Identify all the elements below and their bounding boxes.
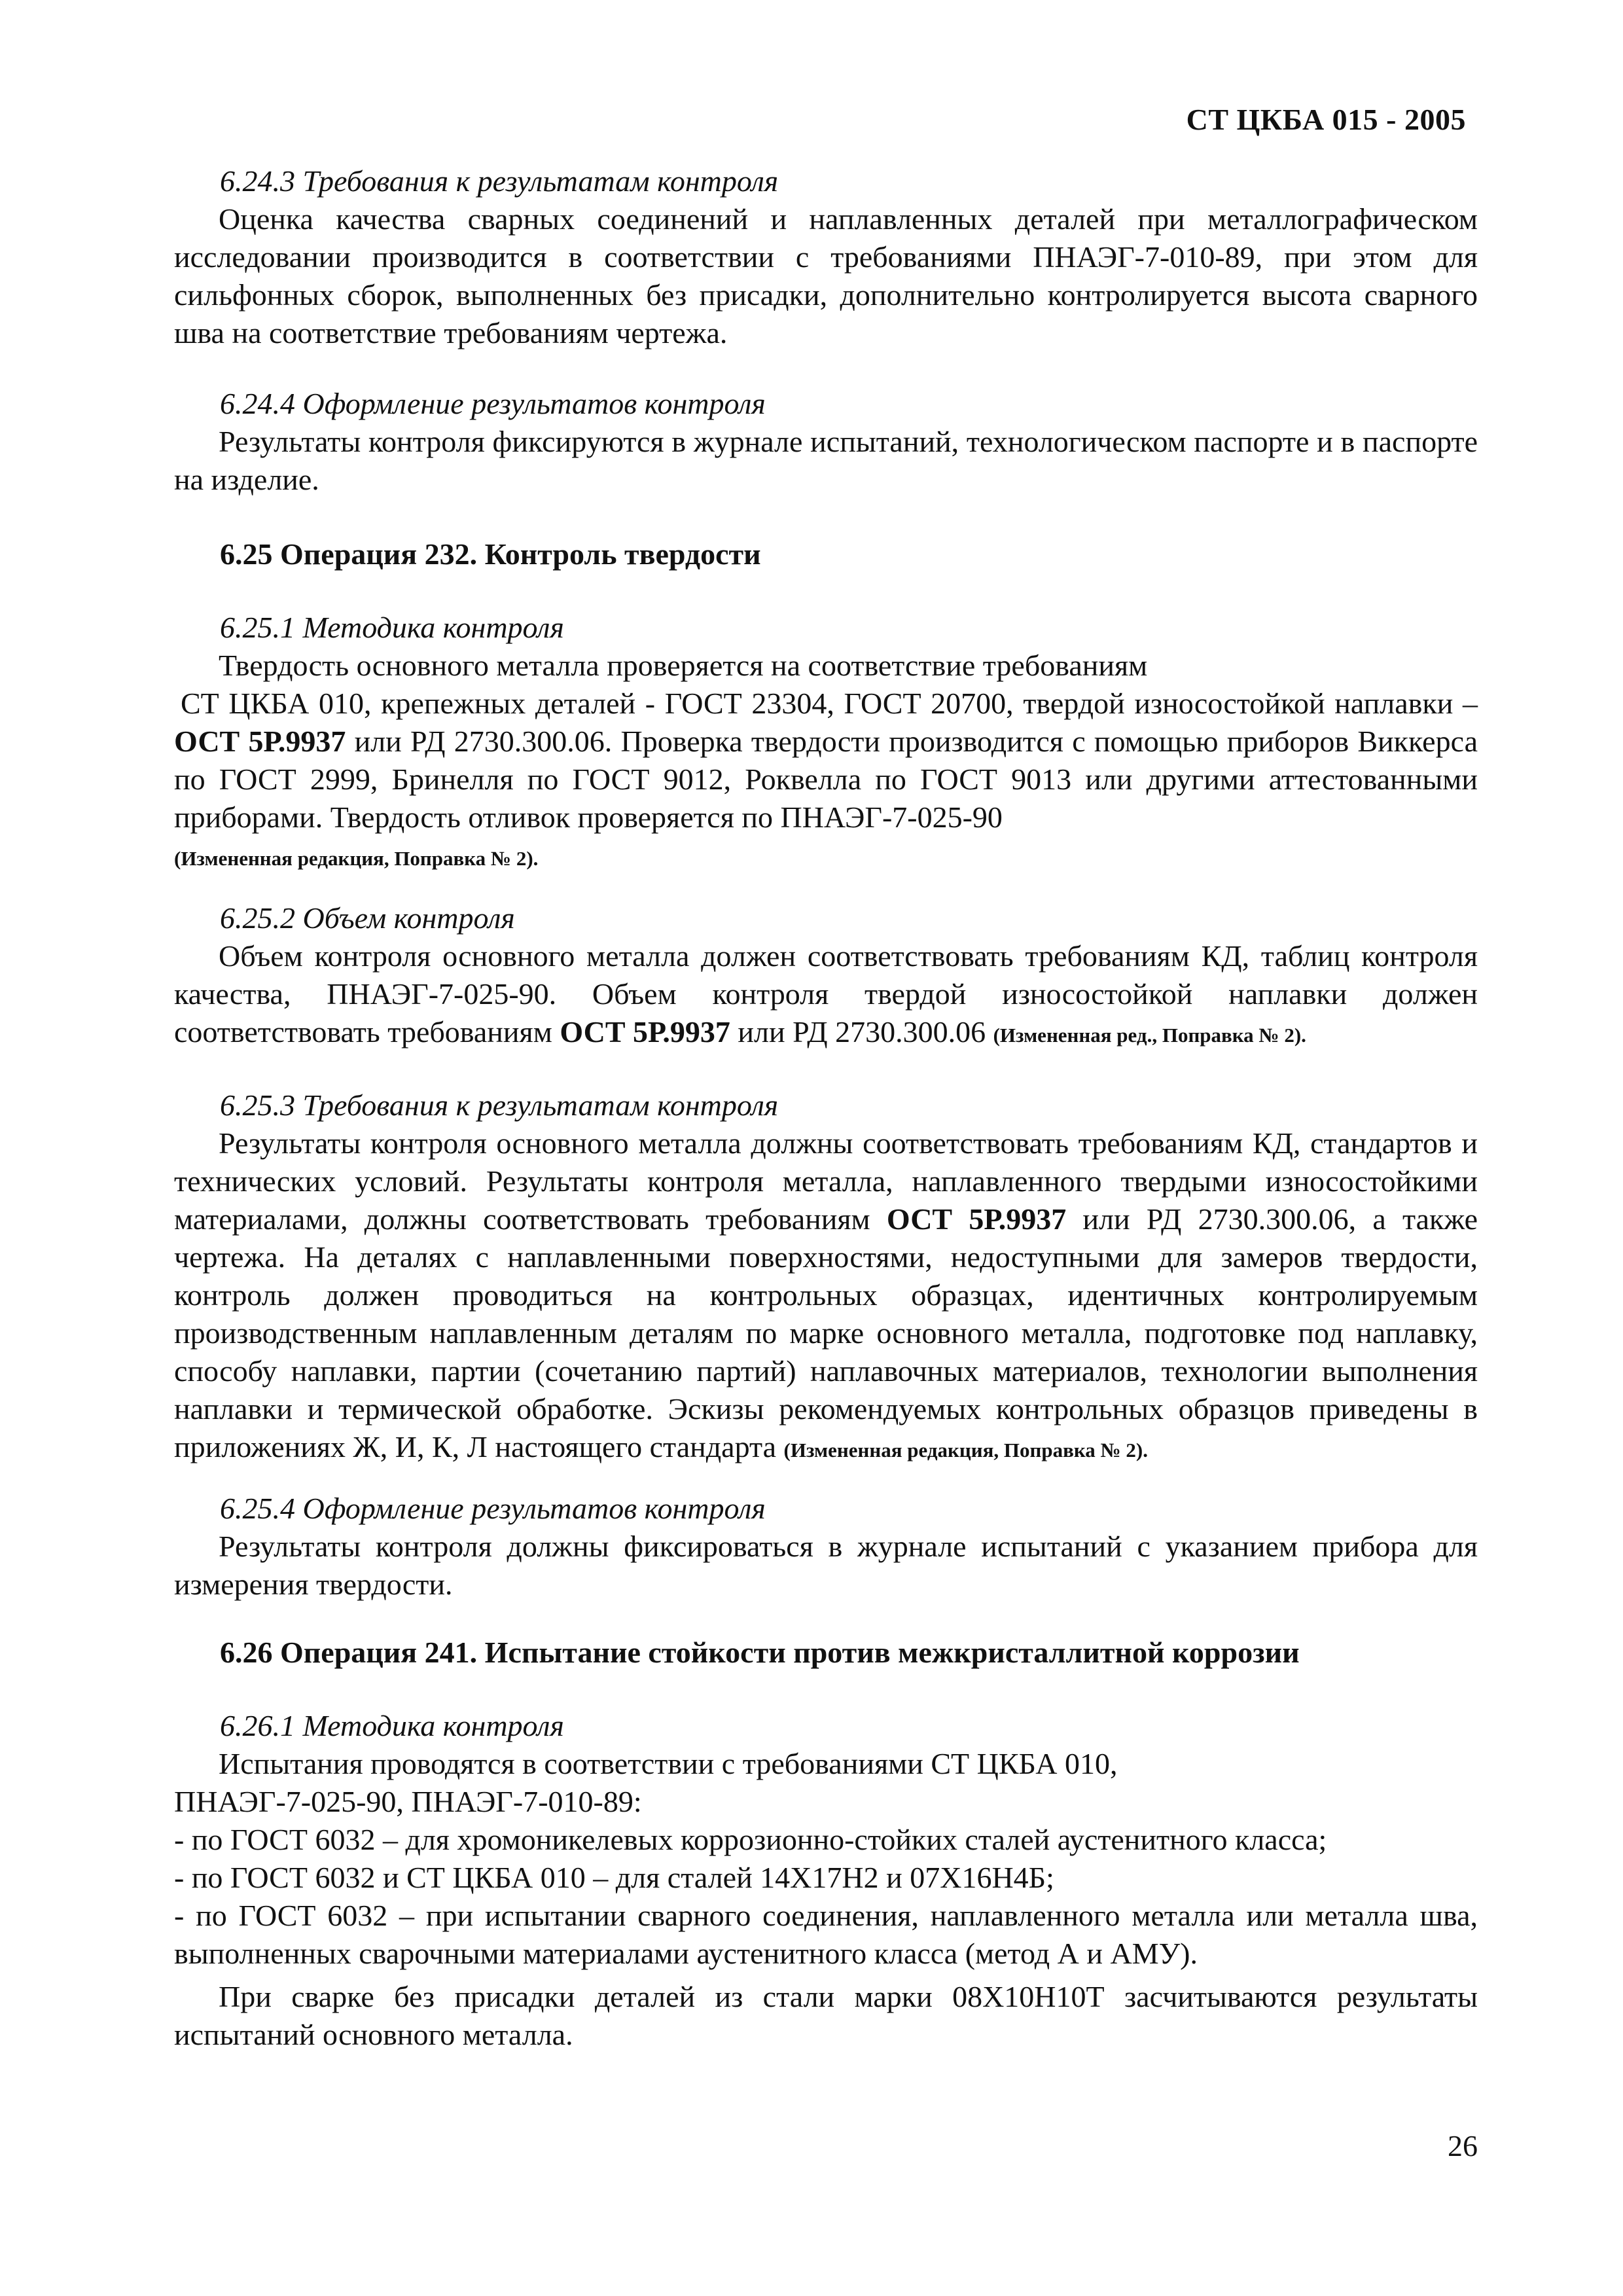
document-code-header: СТ ЦКБА 015 - 2005	[1186, 103, 1466, 136]
section-6-26	[174, 1634, 1478, 1672]
text: СТ ЦКБА 010, крепежных деталей - ГОСТ 23304, ГОСТ 20700, твердой износостойкой наплавки –	[181, 687, 1478, 720]
amendment-note: (Измененная редакция, Поправка № 2).	[783, 1439, 1148, 1462]
standard-reference: ОСТ 5Р.9937	[886, 1202, 1067, 1236]
paragraph-line: ПНАЭГ-7-025-90, ПНАЭГ-7-010-89:	[174, 1785, 642, 1818]
standard-reference: ОСТ 5Р.9937	[560, 1015, 730, 1049]
amendment-note: (Измененная ред., Поправка № 2).	[993, 1024, 1306, 1047]
subsection-title: 6.24.4 Оформление результатов контроля	[220, 387, 766, 420]
paragraph	[174, 1124, 1478, 1469]
subsection-title: 6.25.1 Методика контроля	[220, 611, 564, 644]
section-6-25-3	[174, 1086, 1478, 1469]
standard-reference: ОСТ 5Р.9937	[174, 725, 346, 758]
paragraph-line: Твердость основного металла проверяется на соответствие требованиям	[219, 649, 1148, 682]
section-6-24-4	[174, 385, 1478, 499]
subsection-title: 6.25.2 Объем контроля	[220, 901, 515, 935]
list-item: - по ГОСТ 6032 и СТ ЦКБА 010 – для сталей 14Х17Н2 и 07Х16Н4Б;	[174, 1861, 1054, 1894]
section-6-25-4	[174, 1490, 1478, 1604]
section-heading: 6.25 Операция 232. Контроль твердости	[220, 537, 761, 571]
paragraph: Результаты контроля фиксируются в журнале испытаний, технологическом паспорте и в паспорте на изделие.	[174, 425, 1478, 496]
text: Объем контроля основного металла должен соответствовать требованиям КД, таблиц контроля качества, ПНАЭГ-7-025-90. Объем контроля твердой износостойкой наплавки должен соответствовать требованиям	[174, 939, 1478, 1049]
paragraph: Оценка качества сварных соединений и наплавленных деталей при металлографическом исследовании производится в соответствии с требованиями ПНАЭГ-7-010-89, при этом для сильфонных сборок, выполненных без присадки, дополнительно контролируется высота сварного шва на соответствие требованиям чертежа.	[174, 202, 1478, 350]
amendment-note: (Измененная редакция, Поправка № 2).	[174, 847, 539, 870]
section-6-24-3	[174, 162, 1478, 352]
section-6-26-1	[174, 1707, 1478, 2054]
text: или РД 2730.300.06. Проверка твердости производится с помощью приборов Виккерса по ГОСТ 2999, Бринелля по ГОСТ 9012, Роквелла по ГОСТ 9013 или другими аттестованными приборами. Твердость отливок проверяется по ПНАЭГ-7-025-90	[174, 725, 1478, 834]
subsection-title: 6.24.3 Требования к результатам контроля	[220, 164, 779, 198]
page-number: 26	[1448, 2129, 1478, 2162]
section-heading: 6.26 Операция 241. Испытание стойкости против межкристаллитной коррозии	[220, 1636, 1300, 1669]
text: или РД 2730.300.06	[730, 1015, 993, 1049]
section-6-25	[174, 535, 1478, 573]
paragraph	[174, 937, 1478, 1054]
paragraph: Результаты контроля должны фиксироваться в журнале испытаний с указанием прибора для измерения твердости.	[174, 1530, 1478, 1601]
list-item: - по ГОСТ 6032 – при испытании сварного соединения, наплавленного металла или металла шва, выполненных сварочными материалами аустенитного класса (метод А и АМУ).	[174, 1899, 1478, 1970]
text: или РД 2730.300.06, а также чертежа. На деталях с наплавленными поверхностями, недоступными для замеров твердости, контроль должен проводиться на контрольных образцах, идентичных контролируемым производственным наплавленным деталям по марке основного металла, подготовке под наплавку, способу наплавки, партии (сочетанию партий) наплавочных материалов, технологии выполнения наплавки и термической обработке. Эскизы рекомендуемых контрольных образцов приведены в приложениях Ж, И, К, Л настоящего стандарта	[174, 1202, 1478, 1463]
subsection-title: 6.25.3 Требования к результатам контроля	[220, 1088, 779, 1122]
section-6-25-1	[174, 609, 1478, 878]
paragraph	[174, 685, 1478, 836]
subsection-title: 6.26.1 Методика контроля	[220, 1709, 564, 1742]
text: Результаты контроля основного металла должны соответствовать требованиям КД, стандартов и технических условий. Результаты контроля металла, наплавленного твердыми износостойкими материалами, должны соответствовать требованиям	[174, 1126, 1478, 1236]
section-6-25-2	[174, 899, 1478, 1054]
subsection-title: 6.25.4 Оформление результатов контроля	[220, 1492, 766, 1525]
paragraph-note	[174, 836, 1478, 878]
paragraph: При сварке без присадки деталей из стали марки 08Х10Н10Т засчитываются результаты испытаний основного металла.	[174, 1980, 1478, 2051]
paragraph-line: Испытания проводятся в соответствии с требованиями СТ ЦКБА 010,	[219, 1747, 1118, 1780]
list-item: - по ГОСТ 6032 – для хромоникелевых коррозионно-стойких сталей аустенитного класса;	[174, 1823, 1327, 1856]
